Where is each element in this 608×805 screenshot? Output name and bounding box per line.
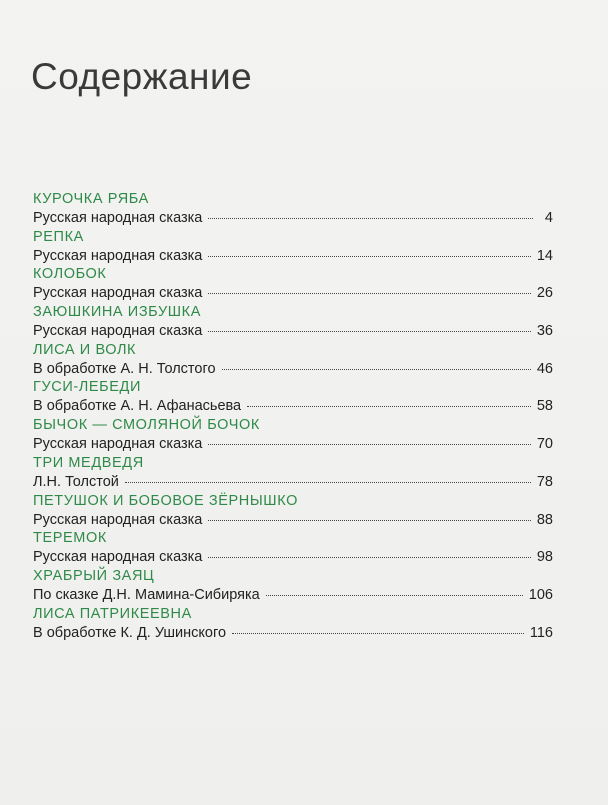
dot-leader <box>222 369 531 370</box>
toc-entry-title: РЕПКА <box>33 228 84 245</box>
toc-entry-subtitle: Русская народная сказка <box>33 511 203 528</box>
toc-entry[interactable] <box>33 567 553 605</box>
toc-entry-page-number: 78 <box>536 473 553 490</box>
toc-entry-line <box>33 473 553 491</box>
toc-entry-page-number: 26 <box>536 285 553 302</box>
toc-entry-title: ЛИСА ПАТРИКЕЕВНА <box>33 605 192 622</box>
dot-leader <box>125 482 531 483</box>
toc-entry-title: КОЛОБОК <box>33 266 107 283</box>
toc-entry-title: БЫЧОК — СМОЛЯНОЙ БОЧОК <box>33 417 260 434</box>
toc-entry-subtitle: Русская народная сказка <box>33 285 203 302</box>
toc-entry-subtitle: В обработке К. Д. Ушинского <box>33 624 227 641</box>
toc-entry-page-number: 106 <box>528 586 553 603</box>
toc-entry-line <box>33 624 553 642</box>
toc-entry-title: ПЕТУШОК И БОБОВОЕ ЗЁРНЫШКО <box>33 492 298 509</box>
toc-entry-page-number: 58 <box>536 398 553 415</box>
toc-entry-title: ЗАЮШКИНА ИЗБУШКА <box>33 304 201 321</box>
toc-entry-subtitle: В обработке А. Н. Толстого <box>33 360 216 377</box>
toc-entry[interactable] <box>33 190 553 228</box>
dot-leader <box>208 293 531 294</box>
dot-leader <box>208 218 533 219</box>
toc-entry-subtitle: Русская народная сказка <box>33 323 203 340</box>
toc-entry[interactable] <box>33 529 553 567</box>
toc-entry-line <box>33 284 553 302</box>
toc-entry[interactable] <box>33 454 553 492</box>
toc-entry-title: ТЕРЕМОК <box>33 530 107 547</box>
dot-leader <box>208 256 531 257</box>
dot-leader <box>208 520 531 521</box>
dot-leader <box>208 557 531 558</box>
page-title: Содержание <box>31 56 253 97</box>
toc-entry-title: ТРИ МЕДВЕДЯ <box>33 454 144 471</box>
dot-leader <box>247 406 531 407</box>
toc-entry-page-number: 70 <box>536 436 553 453</box>
toc-entry-title: КУРОЧКА РЯБА <box>33 191 149 207</box>
toc-entry-page-number: 98 <box>536 549 553 566</box>
toc-entry[interactable] <box>33 265 553 303</box>
dot-leader <box>232 633 524 634</box>
toc-entry-subtitle: Русская народная сказка <box>33 549 203 566</box>
toc-entry-line <box>33 586 553 604</box>
toc-entry-line <box>33 435 553 453</box>
toc-entry-line <box>33 247 553 265</box>
toc-entry-subtitle: Русская народная сказка <box>33 436 203 453</box>
toc-entry-title: ХРАБРЫЙ ЗАЯЦ <box>33 567 155 584</box>
toc-entry[interactable] <box>33 492 553 530</box>
toc-entry-title: ГУСИ-ЛЕБЕДИ <box>33 379 142 396</box>
dot-leader <box>208 444 531 445</box>
toc-entry-subtitle: Л.Н. Толстой <box>33 473 119 490</box>
toc-entry[interactable] <box>33 378 553 416</box>
toc-entry-subtitle: В обработке А. Н. Афанасьева <box>33 398 242 415</box>
toc-entry[interactable] <box>33 416 553 454</box>
toc-entry-subtitle: Русская народная сказка <box>33 210 203 226</box>
toc-entry-subtitle: Русская народная сказка <box>33 247 203 264</box>
toc-entry-line <box>33 397 553 415</box>
toc-entry[interactable] <box>33 341 553 379</box>
toc-entry-page-number: 88 <box>536 511 553 528</box>
toc-entry-line <box>33 360 553 378</box>
toc-entry-page-number: 14 <box>536 247 553 264</box>
toc-entry-page-number: 4 <box>544 210 553 226</box>
toc-entry-line <box>33 322 553 340</box>
toc-entry-title: ЛИСА И ВОЛК <box>33 341 137 358</box>
toc-entry-subtitle: По сказке Д.Н. Мамина-Сибиряка <box>33 586 260 603</box>
toc-entry-line <box>33 209 553 227</box>
toc-entry[interactable] <box>33 228 553 266</box>
dot-leader <box>266 595 523 596</box>
toc-entry-line <box>33 548 553 566</box>
toc-entry[interactable] <box>33 303 553 341</box>
dot-leader <box>208 331 531 332</box>
toc-entry-line <box>33 511 553 529</box>
toc-entry-page-number: 46 <box>536 360 553 377</box>
toc-entry-page-number: 116 <box>529 624 553 641</box>
toc-entry-page-number: 36 <box>536 323 553 340</box>
table-of-contents <box>33 190 553 642</box>
toc-entry[interactable] <box>33 605 553 643</box>
